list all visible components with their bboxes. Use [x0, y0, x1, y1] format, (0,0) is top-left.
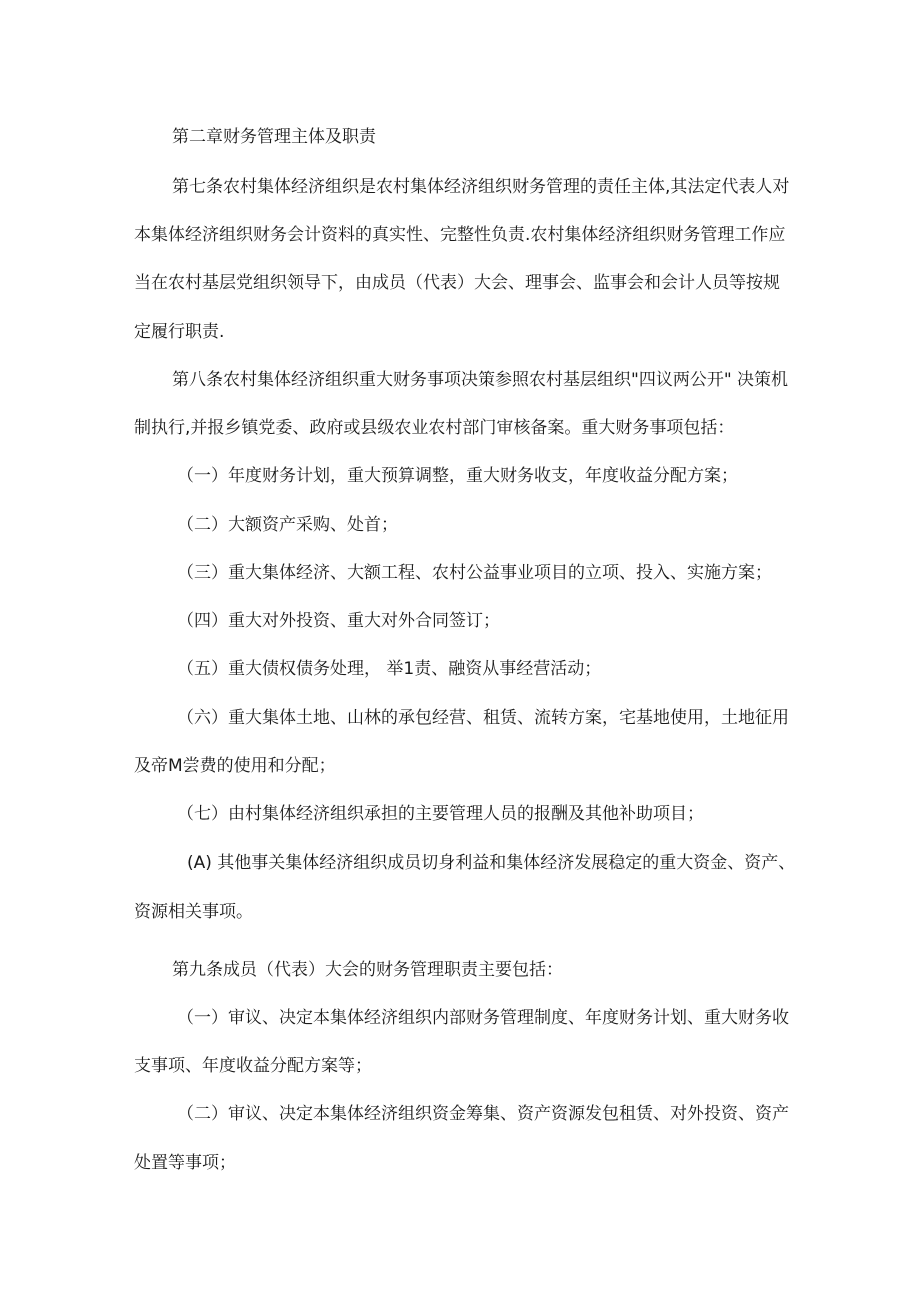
list-item: (A) 其他事关集体经济组织成员切身利益和集体经济发展稳定的重大资金、资产、: [187, 853, 796, 873]
list-item: 资源相关事项。: [134, 902, 253, 922]
list-item: （二）审议、决定本集体经济组织资金筹集、资产资源发包租赁、对外投资、资产: [177, 1104, 789, 1124]
list-item: （二）大额资产采购、处首；: [177, 515, 398, 535]
list-item: （七）由村集体经济组织承担的主要管理人员的报酬及其他补助项目；: [177, 804, 704, 824]
list-item: 支事项、年度收益分配方案等；: [134, 1056, 372, 1076]
list-item: （六）重大集体土地、山林的承包经营、租赁、流转方案，宅基地使用，土地征用: [177, 708, 789, 728]
list-item: 处置等事项；: [134, 1153, 236, 1173]
paragraph-line: 第九条成员（代表）大会的财务管理职责主要包括：: [172, 960, 563, 980]
list-item: （四）重大对外投资、重大对外合同签订；: [177, 611, 500, 631]
list-item: （三）重大集体经济、大额工程、农村公益事业项目的立项、投入、实施方案；: [177, 563, 772, 583]
chapter-heading: 第二章财务管理主体及职责: [172, 127, 376, 147]
list-item: （一）审议、决定本集体经济组织内部财务管理制度、年度财务计划、重大财务收: [177, 1008, 789, 1028]
list-item: 及帝M尝费的使用和分配；: [134, 756, 336, 776]
paragraph-line: 当在农村基层党组织领导下，由成员（代表）大会、理事会、监事会和会计人员等按规: [134, 273, 780, 293]
paragraph-line: 定履行职责.: [134, 322, 225, 342]
paragraph-line: 第八条农村集体经济组织重大财务事项决策参照农村基层组织"四议两公开" 决策机: [172, 370, 789, 390]
paragraph-line: 本集体经济组织财务会计资料的真实性、完整性负责.农村集体经济组织财务管理工作应: [134, 225, 786, 245]
list-item: （五）重大债权债务处理， 举1责、融资从事经营活动；: [177, 659, 602, 679]
paragraph-line: 第七条农村集体经济组织是农村集体经济组织财务管理的责任主体,其法定代表人对: [172, 177, 790, 197]
list-item: （一）年度财务计划，重大预算调整，重大财务收支，年度收益分配方案；: [177, 466, 738, 486]
paragraph-line: 制执行,并报乡镇党委、政府或县级农业农村部门审核备案。重大财务事项包括：: [134, 418, 735, 438]
